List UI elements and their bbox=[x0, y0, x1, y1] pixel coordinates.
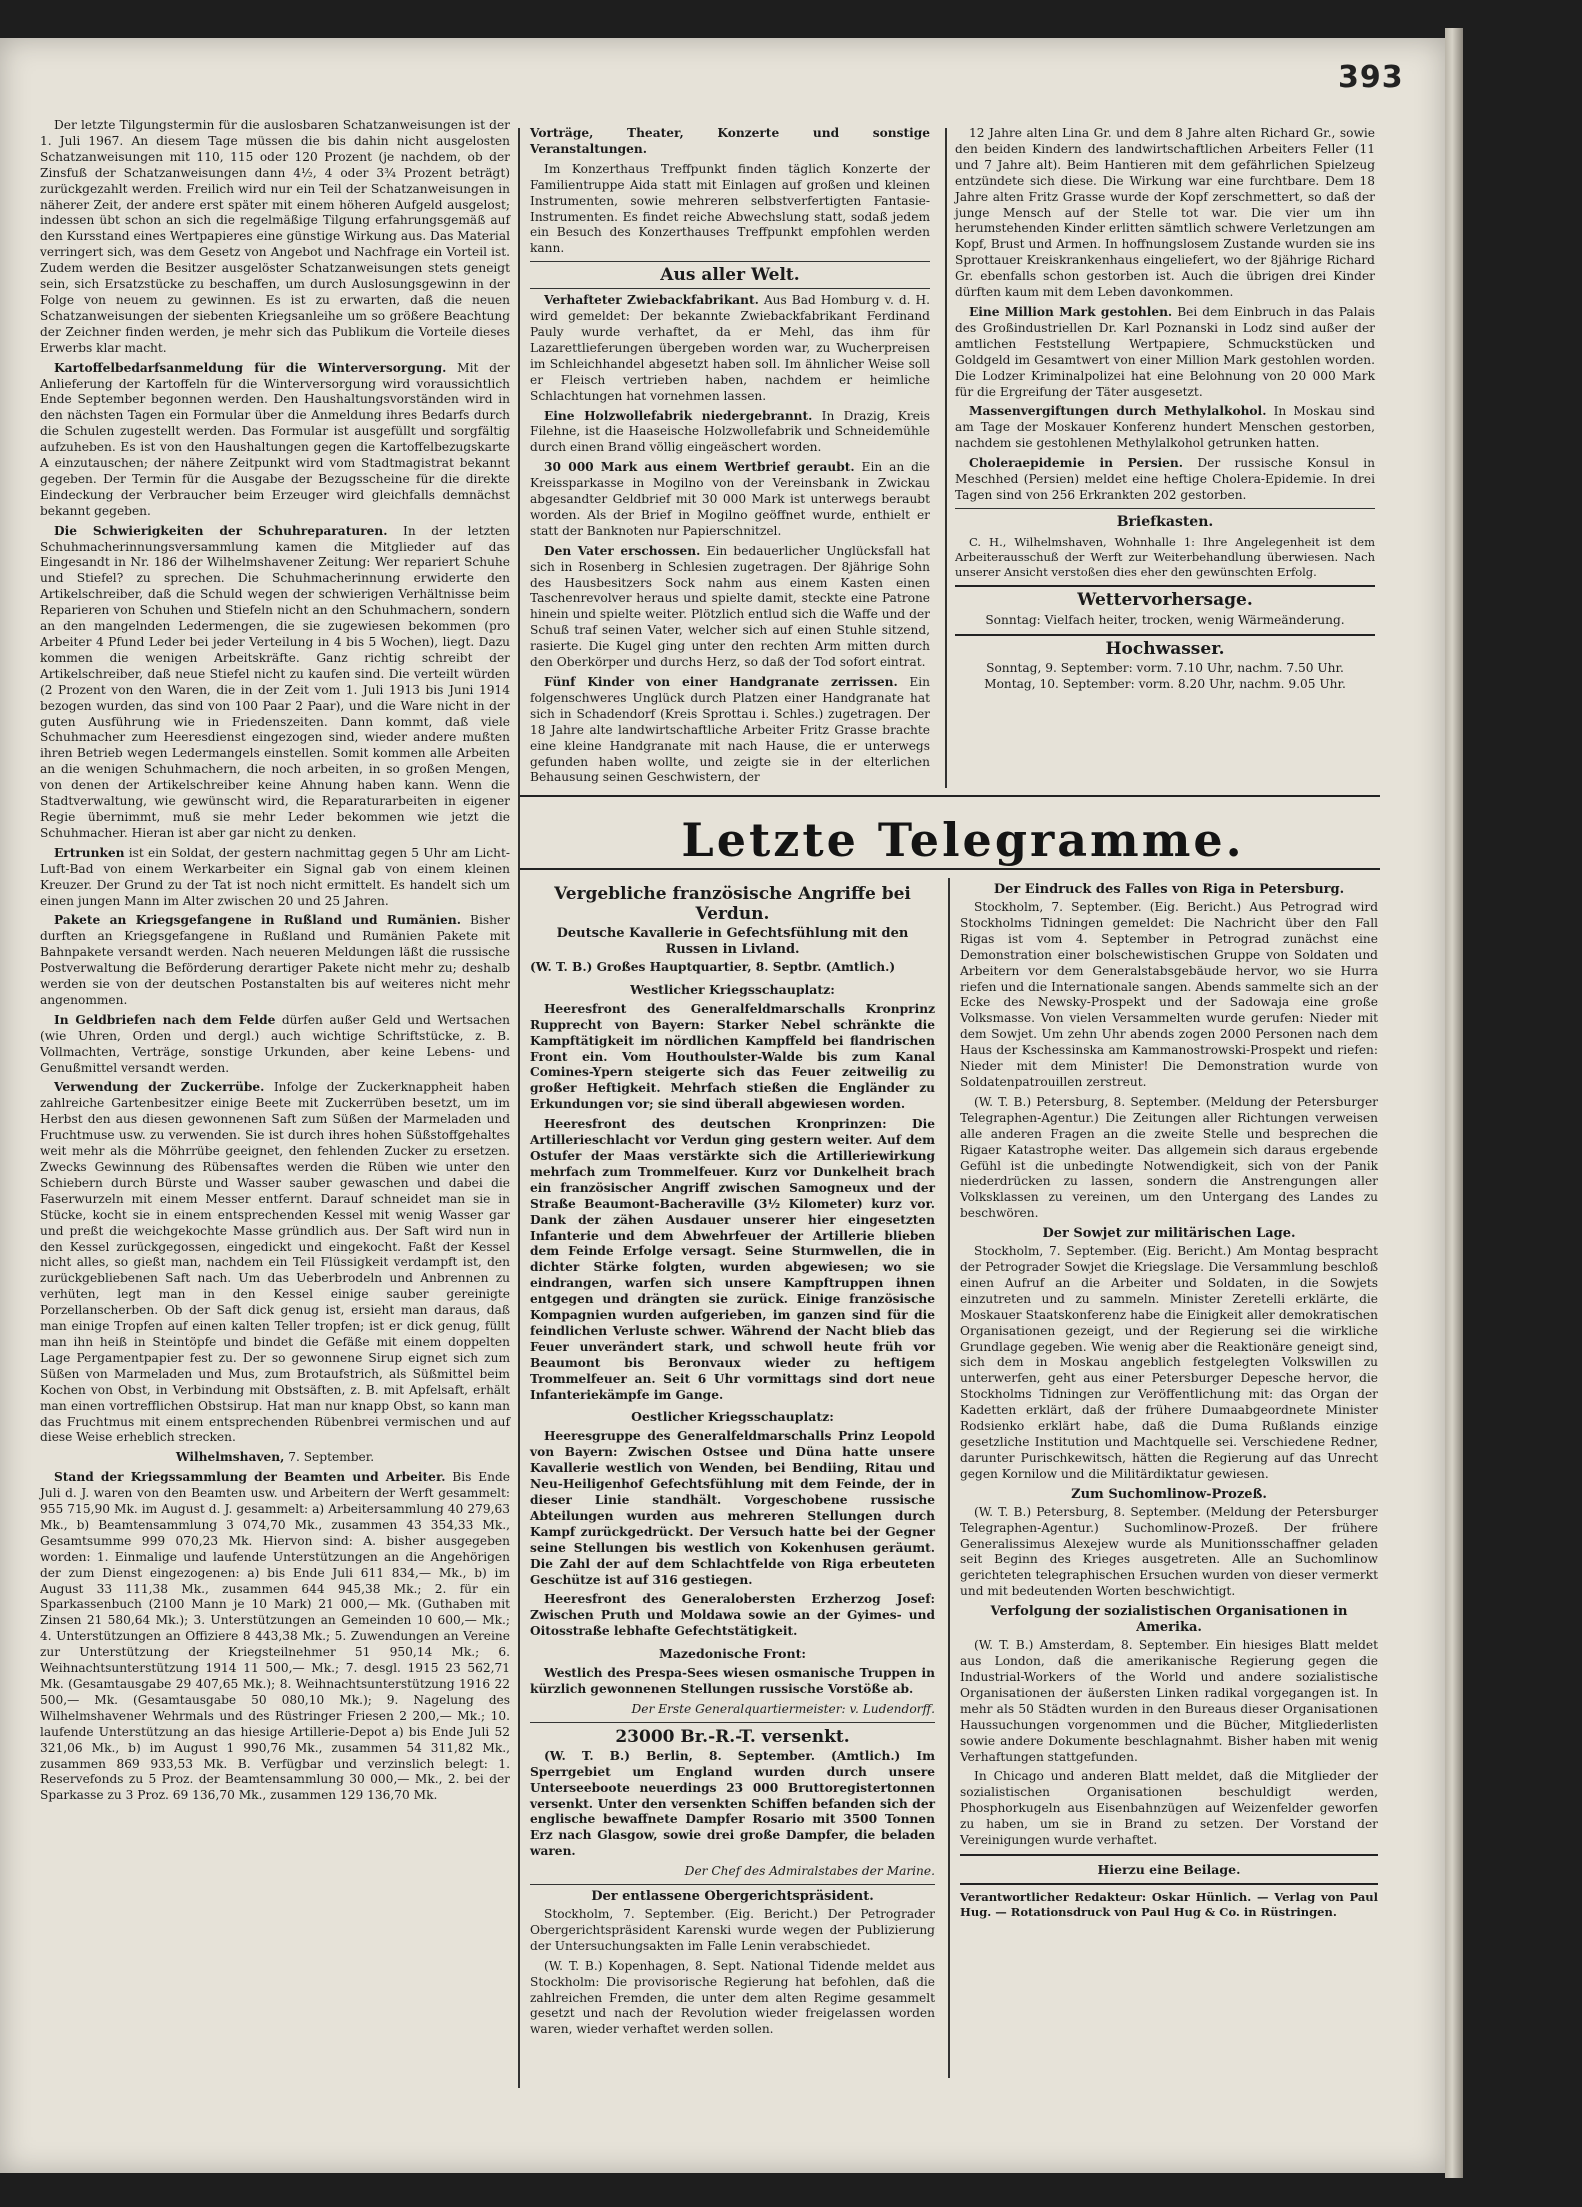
ubot-text: (W. T. B.) Berlin, 8. September. (Amtlich.) Im Sperrgebiet um England wurden durch unsere Unterseeboote neuerdings 23 000 Bruttoregistertonnen versenkt. Unter den versenkten Schiffen befanden sich der englische bewaffnete Dampfer Rosario mit 3500 Tonnen Erz nach Glasgow, sowie drei große Dampfer, die beladen waren. bbox=[530, 1748, 935, 1859]
local-article-heading: Wilhelmshaven, bbox=[175, 1450, 285, 1465]
ubot-headline: 23000 Br.-R.-T. versenkt. bbox=[615, 1726, 850, 1747]
obergericht-text: Stockholm, 7. September. (Eig. Bericht.) Der Petrograder Obergerichtspräsident Karenski wurde wegen der Publizierung der Untersuchungsakten im Falle Lenin verabschiedet. bbox=[530, 1907, 935, 1953]
riga-headline: Der Eindruck des Falles von Riga in Petersburg. bbox=[993, 882, 1345, 897]
west-heading: Westlicher Kriegsschauplatz: bbox=[630, 981, 835, 997]
world-article-heading: Den Vater erschossen. bbox=[544, 543, 701, 558]
sowjet-text: Stockholm, 7. September. (Eig. Bericht.) Am Montag bespracht der Petrograder Sowjet die Kriegslage. Die Versammlung beschloß einen Aufruf an die Arbeiter und Soldaten, in die Sowjets einzutreten und zu sammeln. Minister Zeretelli erklärte, die Moskauer Staatskonferenz habe die Einigkeit aller demokratischen Organisationen gezeigt, und der Regierung sei die wirkliche Grundlage gegeben. Wie wenig aber die Reaktionäre geneigt sind, sich dem in Moskau angeblich festgelegten Volkswillen zu unterwerfen, geht aus einer Petersburger Depesche hervor, die Stockholms Tidningen zur Veröffentlichung mit: das Organ der Kadetten erklärt, daß der frühere Dumaabgeordnete Minister Rodsienko erklärt habe, daß die Duma Rußlands einzige gesetzliche Institution und Machtquelle sei. Verschiedene Redner, darunter Purischkewitsch, hätten die Regierung auf das Unrecht gegen Kornilow und die Militärdiktatur gewiesen. bbox=[960, 1244, 1378, 1481]
misc-article-1 bbox=[955, 305, 1375, 400]
misc-article-heading: Eine Million Mark gestohlen. bbox=[969, 304, 1173, 319]
suchomlinow-text: (W. T. B.) Petersburg, 8. September. (Meldung der Petersburger Telegraphen-Agentur.) Suchomlinow-Prozeß. Der frühere Generalissimus Alexejew wurde als Munitionsschaffner geladen seit Beginn des Krieges ausgetreten. Alle an Suchomlinow gerichteten telegraphischen Ersuchen wurden von dieser vermerkt und mit bedeutenden Worten beschwichtigt. bbox=[960, 1504, 1378, 1599]
local-article-heading: Kartoffelbedarfsanmeldung für die Winterversorgung. bbox=[54, 360, 447, 375]
misc-items bbox=[955, 126, 1375, 504]
ost-para-2: Heeresfront des Generalobersten Erzherzog Josef: Zwischen Pruth und Moldawa sowie an der Gyimes- und Oitosstraße lebhafte Gefechtstätigkeit. bbox=[530, 1592, 935, 1639]
local-article-heading: Stand der Kriegssammlung der Beamten und Arbeiter. bbox=[54, 1470, 446, 1485]
wetter-heading: Wettervorhersage. bbox=[1077, 589, 1253, 610]
ost-heading: Oestlicher Kriegsschauplatz: bbox=[631, 1409, 834, 1425]
riga-para-2: (W. T. B.) Petersburg, 8. September. (Meldung der Petersburger Telegraphen-Agentur.) Die Zeitungen aller Richtungen verweisen alle anderen Fragen an die zweite Stelle und besprechen die Rigaer Katastrophe weiter. Das allgemein sich daraus ergebende Gefühl ist die unbedingte Notwendigkeit, sich von der Panik niederdrücken zu lassen, sondern die Anstrengungen aller Volksklassen zu vereinen, um den Untergang des Landes zu beschwören. bbox=[960, 1094, 1378, 1221]
local-article-heading: Ertrunken bbox=[54, 845, 125, 860]
hochwasser-heading: Hochwasser. bbox=[1105, 638, 1225, 659]
rule bbox=[955, 585, 1375, 587]
events-heading: Vorträge, Theater, Konzerte und sonstige Veranstaltungen. bbox=[530, 126, 930, 156]
local-article-3 bbox=[40, 846, 510, 910]
newspaper-page bbox=[0, 38, 1445, 2173]
local-article-1 bbox=[40, 361, 510, 520]
rule bbox=[530, 1722, 935, 1723]
world-article-3 bbox=[530, 544, 930, 671]
column-divider-2 bbox=[945, 128, 947, 788]
local-article-5 bbox=[40, 1013, 510, 1077]
hochwasser-line-1: Sonntag, 9. September: vorm. 7.10 Uhr, nachm. 7.50 Uhr. bbox=[986, 661, 1344, 676]
misc-article-0 bbox=[955, 126, 1375, 301]
amerika-para-2: In Chicago und anderen Blatt meldet, daß die Mitglieder der sozialistischen Organisationen beschuldigt werden, Phosphorkugeln aus Eisenbahnzügen auf Weizenfelder geworfen zu haben, um sie in Brand zu setzen. Der Vorstand der Vereinigungen wurde verhaftet. bbox=[960, 1769, 1378, 1848]
rule bbox=[530, 288, 930, 289]
world-article-heading: Verhafteter Zwiebackfabrikant. bbox=[544, 293, 759, 308]
world-article-0 bbox=[530, 293, 930, 404]
rule bbox=[960, 1854, 1378, 1856]
column-divider-1 bbox=[518, 128, 520, 2088]
rule bbox=[530, 261, 930, 262]
local-article-text: Der letzte Tilgungstermin für die auslosbaren Schatzanweisungen ist der 1. Juli 1967. An diesem Tage müssen die bis dahin nicht ausgelosten Schatzanweisungen mit 110, 115 oder 120 Prozent (je nachdem, ob der Zinsfuß der Schatzanweisungen dann 4½, 4 oder 3¾ Prozent beträgt) zurückgezahlt werden. Freilich wird nur ein Teil der Schatzanweisungen in näherer Zeit, der andere erst später mit einem höheren Aufgeld ausgelost; indessen übt schon an sich die regelmäßige Tilgung erfahrungsgemäß auf den Kursstand eines Wertpapieres eine günstige Wirkung aus. Das Material verringert sich, was dem Gesetz von Angebot und Nachfrage ein Vorteil ist. Zudem werden die Besitzer ausgelöster Schatzanweisungen stets geneigt sein, sich Ersatzstücke zu beschaffen, um durch Auslosungsgewinn in der Folge von neuem zu gewinnen. Es ist zu erwarten, daß die neuen Schatzanweisungen der siebenten Kriegsanleihe um so größere Beachtung der Zeichner finden werden, je mehr sich das Publikum die Vorteile dieses Erwerbs klar macht. bbox=[40, 118, 510, 355]
misc-article-heading: Choleraepidemie in Persien. bbox=[969, 456, 1184, 471]
misc-article-text: Bei dem Einbruch in das Palais des Großindustriellen Dr. Karl Poznanski in Lodz sind außer der amtlichen Feststellung Wertpapiere, Schmuckstücken und Goldgeld im Gesamtwert von einer Million Mark gestohlen worden. Die Lodzer Kriminalpolizei hat eine Belohnung von 20 000 Mark für die Ergreifung der Täter ausgesetzt. bbox=[955, 304, 1376, 399]
world-article-text: Ein folgenschweres Unglück durch Platzen einer Handgranate hat sich in Schadendorf (Kreis Sprottau i. Schles.) zugetragen. Der 18 Jahre alte landwirtschaftliche Arbeiter Fritz Grasse brachte eine kleine Handgranate mit nach Hause, die er unterwegs gefunden haben wollte, und zeigte sie in der elterlichen Behausung seinen Geschwistern, der bbox=[530, 675, 930, 785]
local-article-8 bbox=[40, 1470, 510, 1804]
local-article-2 bbox=[40, 524, 510, 842]
events-text: Im Konzerthaus Treffpunkt finden täglich Konzerte der Familientruppe Aida statt mit Einlagen auf großen und kleinen Instrumenten, sowie mehreren selbstverfertigten Fantasie-Instrumenten. Es findet reiche Abwechslung statt, sodaß jedem ein Besuch des Konzerthauses Treffpunkt empfohlen werden kann. bbox=[530, 161, 930, 256]
kavallerie-subheadline: Deutsche Kavallerie in Gefechtsfühlung mit den Russen in Livland. bbox=[556, 926, 909, 957]
riga-para-1: Stockholm, 7. September. (Eig. Bericht.) Aus Petrograd wird Stockholms Tidningen gemeldet: Die Nachricht über den Fall Rigas ist vom 4. September in Petrograd zunächst eine Demonstration einer bolschewistischen Gruppe von Soldaten und Arbeitern vor dem Generalstabsgebäude hervor, wo sie Hurra riefen und die Internationale sangen. Abends sammelte sich an der Ecke des Newsky-Prospekt und der Sadowaja eine große Volksmasse. Von vielen Versammelten wurde gerufen: Nieder mit dem Sowjet. Um zehn Uhr abends zogen 2000 Personen nach dem Haus der Kschessinska am Kammanostrowski-Prospekt und riefen: Nieder mit dem Minister! Die Demonstration wurde von Soldatenpatrouillen zerstreut. bbox=[960, 900, 1378, 1089]
rule bbox=[530, 1884, 935, 1885]
local-article-0 bbox=[40, 118, 510, 357]
rule bbox=[955, 508, 1375, 509]
aus-aller-welt-items bbox=[530, 293, 930, 786]
world-article-1 bbox=[530, 409, 930, 457]
misc-article-text: Der russische Konsul in Meschhed (Persien) meldet eine heftige Cholera-Epidemie. In drei Tagen sind von 256 Erkrankten 202 gestorben. bbox=[955, 456, 1375, 502]
wetter-text: Sonntag: Vielfach heiter, trocken, wenig Wärmeänderung. bbox=[985, 612, 1345, 627]
obergericht-headline: Der entlassene Obergerichtspräsident. bbox=[591, 1889, 874, 1905]
sowjet-headline: Der Sowjet zur militärischen Lage. bbox=[1042, 1226, 1296, 1242]
amerika-headline: Verfolgung der sozialistischen Organisationen in Amerika. bbox=[990, 1604, 1348, 1636]
rule bbox=[960, 1883, 1378, 1885]
amerika-para-1: (W. T. B.) Amsterdam, 8. September. Ein hiesiges Blatt meldet aus London, daß die amerikanische Regierung gegen die Industrial-Workers of the World und andere sozialistische Organisationen der äußersten Linken radikal vorgegangen ist. In mehr als 50 Städten wurden in den Bureaus dieser Organisationen Haussuchungen vorgenommen und die Bücher, Mitgliederlisten sowie andere Dokumente beschlagnahmt. Bisher haben mit wenig Verhaftungen stattgefunden. bbox=[960, 1638, 1378, 1764]
verdun-headline: Vergebliche französische Angriffe bei Verdun. bbox=[554, 884, 911, 924]
local-article-text: Bis Ende Juli d. J. waren von den Beamten usw. und Arbeitern der Werft gesammelt: 955 715,90 Mk. im August d. J. gesammelt: a) Arbeitersammlung 40 279,63 Mk., b) Beamtensammlung 3 074,70 Mk., zusammen 43 354,33 Mk., Gesamtsumme 999 070,23 Mk. Hiervon sind: A. bisher ausgegeben worden: 1. Einmalige und laufende Unterstützungen an die Angehörigen der zum Dienst eingezogenen: a) bis Ende Juli 611 834,— Mk., b) im August 33 111,38 Mk., zusammen 644 945,38 Mk.; 2. für ein Sparkassenbuch (2100 Mann je 10 Mark) 21 000,— Mk. (Guthaben mit Zinsen 21 580,64 Mk.); 3. Unterstützungen an Gemeinden 10 600,— Mk.; 4. Unterstützungen an Offiziere 8 443,38 Mk.; 5. Zuwendungen an Vereine zur Unterstützung der Kriegsteilnehmer 51 950,14 Mk.; 6. Weihnachtsunterstützung 1914 11 500,— Mk.; 7. desgl. 1915 23 562,71 Mk. (Gesamtausgabe 29 407,65 Mk.); 8. Weihnachtsunterstützung 1916 22 500,— Mk. (Gesamtausgabe 50 080,10 Mk.); 9. Nagelung des Wilhelmshavener Wehrmals und des Rüstringer Friesen 2 200,— Mk.; 10. laufende Unterstützung an das hiesige Artillerie-Depot a) bis Ende Juli 52 321,06 Mk., b) im August 1 990,76 Mk., zusammen 54 311,82 Mk., zusammen 869 933,53 Mk. B. Verfügbar und verzinslich belegt: 1. Reservefonds zu 5 Proz. der Beamtensammlung 30 000,— Mk., 2. bei der Sparkasse zu 3 Proz. 69 136,70 Mk., zusammen 129 136,70 Mk. bbox=[40, 1470, 510, 1803]
telegramme-top-rule bbox=[520, 795, 1380, 797]
hochwasser-line-2: Montag, 10. September: vorm. 8.20 Uhr, nachm. 9.05 Uhr. bbox=[984, 677, 1346, 692]
world-article-4 bbox=[530, 675, 930, 786]
ost-para-1: Heeresgruppe des Generalfeldmarschalls Prinz Leopold von Bayern: Zwischen Ostsee und Düna hatte unsere Kavallerie westlich von Wenden, bei Bendiing, Ritau und Neu-Heiligenhof Gefechtsfühlung mit dem Feinde, der in dieser Linie standhält. Vorgeschobene russische Abteilungen wurden aus mehreren Stellungen durch Kampf zurückgedrückt. Der Versuch hatte bei der Gegner seine Stellungen bis westlich von Kokenhusen geräumt. Die Zahl der auf dem Schlachtfelde von Riga erbeuteten Geschütze ist auf 316 gestiegen. bbox=[530, 1429, 935, 1587]
local-article-4 bbox=[40, 913, 510, 1008]
world-article-text: In Drazig, Kreis Filehne, ist die Haaseische Holzwollefabrik und Schneidemühle durch einen Brand völlig eingeäschert worden. bbox=[530, 408, 930, 455]
misc-article-2 bbox=[955, 404, 1375, 452]
briefkasten-text: C. H., Wilhelmshaven, Wohnhalle 1: Ihre Angelegenheit ist dem Arbeiterausschuß der Werft zur Weiterbehandlung überwiesen. Nach unserer Ansicht verstoßen dies eher den gewünschten Erfolg. bbox=[955, 534, 1375, 579]
mazedonien-heading: Mazedonische Front: bbox=[659, 1646, 806, 1662]
local-article-text: 7. September. bbox=[284, 1450, 375, 1465]
misc-article-text: In Moskau sind am Tage der Moskauer Konferenz hundert Menschen gestorben, nachdem sie gestohlenen Methylalkohol getrunken hatten. bbox=[955, 404, 1375, 451]
telegramme-bottom-rule bbox=[520, 868, 1380, 870]
world-article-text: Ein an die Kreissparkasse in Mogilno von der Vereinsbank in Zwickau abgesandter Geldbrief mit 30 000 Mark ist unterwegs beraubt worden. Als der Brief in Mogilno geöffnet wurde, enthielt er statt der Banknoten nur Papierschnitzel. bbox=[530, 460, 931, 538]
local-article-text: In der letzten Schuhmacherinnungsversammlung kamen die Mitglieder auf das Eingesandt in Nr. 186 der Wilhelmshavener Zeitung: Wer repariert Schuhe und Stiefel? zu sprechen. Die Schuhmacherinnung erwiderte den Artikelschreiber, daß die Schuld wegen der schwierigen Verhältnisse beim Reparieren von Schuhen und Stiefeln nicht an den Schuhmachern, sondern an den mangelnden Ledermengen, die sie zugewiesen bekommen (pro Arbeiter 4 Pfund Leder bei jeder Verteilung in 4 bis 5 Wochen), liegt. Dazu kommen die wenigen Arbeitskräfte. Ganz richtig schreibt der Artikelschreiber, daß neue Stiefel nicht zu kaufen sind. Die verteilt würden (2 Prozent von den Waren, die in der Zeit vom 1. Juli 1913 bis Juni 1914 bezogen wurden, das sind von 100 Paar 2 Paar), und die Ware nicht in der guten Ausführung wie in Friedenszeiten. Dann kommt, daß viele Schuhmacher zum Heeresdienst eingezogen sind, wieder andere mußten ihren Betrieb wegen Ledermangels einstellen. Somit kommen alle Arbeiten an die wenigen Schuhmachern, die noch arbeiten, in so großen Mengen, von denen der Artikelschreiber keine Ahnung haben kann. Wenn die Stadtverwaltung, wie gewünscht wird, die Reparaturarbeiten in eigener Regie übernimmt, muß sie mehr Leder bekommen wie jetzt die Schuhmacher. Hieran ist aber gar nicht zu denken. bbox=[40, 523, 510, 840]
world-article-heading: Fünf Kinder von einer Handgranate zerrissen. bbox=[544, 675, 898, 689]
column-misc bbox=[955, 126, 1375, 697]
world-article-text: Aus Bad Homburg v. d. H. wird gemeldet: Der bekannte Zwiebackfabrikant Ferdinand Pauly wurde verhaftet, da er Mehl, das ihm für Lazarettlieferungen übergeben worden war, zu Wucherpreisen im Schleichhandel abgesetzt haben soll. Im ähnlicher Weise soll er Fleisch vertrieben haben, nachdem er heimliche Schlachtungen hat vornehmen lassen. bbox=[530, 293, 931, 403]
suchomlinow-headline: Zum Suchomlinow-Prozeß. bbox=[1071, 1486, 1267, 1502]
mazedonien-text: Westlich des Prespa-Sees wiesen osmanische Truppen in kürzlich gewonnenen Stellungen russische Vorstöße ab. bbox=[530, 1666, 935, 1696]
world-article-heading: 30 000 Mark aus einem Wertbrief geraubt. bbox=[544, 460, 855, 475]
local-article-heading: In Geldbriefen nach dem Felde bbox=[54, 1012, 276, 1027]
section-aus-aller-welt: Aus aller Welt. bbox=[660, 265, 800, 286]
local-article-heading: Die Schwierigkeiten der Schuhreparaturen. bbox=[54, 523, 388, 538]
world-article-heading: Eine Holzwollefabrik niedergebrannt. bbox=[544, 408, 813, 423]
local-article-heading: Pakete an Kriegsgefangene in Rußland und Rumänien. bbox=[54, 913, 462, 928]
local-article-text: Mit der Anlieferung der Kartoffeln für die Winterversorgung wird voraussichtlich Ende September begonnen werden. Den Haushaltungsvorständen wird in den nächsten Tagen ein Formular über die Anmeldung ihres Bedarfs durch die Schulen zugestellt werden. Das Formular ist ausgefüllt und sorgfältig aufzuheben. Es ist von den Haushaltungen gegen die Kartoffelbezugskarte A einzutauschen; der nähere Zeitpunkt wird vom Stadtmagistrat bekannt gegeben. Der Termin für die Ausgabe der Bezugsscheine für die direkte Eindeckung der Verbraucher beim Erzeuger wird gleichfalls demnächst bekannt gegeben. bbox=[40, 360, 510, 518]
world-article-2 bbox=[530, 460, 930, 540]
page-number: 393 bbox=[1338, 60, 1404, 95]
ludendorff-signature: Der Erste Generalquartiermeister: v. Ludendorff. bbox=[631, 1701, 935, 1716]
misc-article-text: 12 Jahre alten Lina Gr. und dem 8 Jahre alten Richard Gr., sowie den beiden Kindern des landwirtschaftlichen Arbeiters Feller (11 und 7 Jahre alt). Beim Hantieren mit dem gefährlichen Spielzeug entzündete sich diese. Die Wirkung war eine furchtbare. Dem 18 Jahre alten Fritz Grasse wurde der Kopf zerschmettert, so daß der junge Mensch auf der Stelle tot war. Die vier um ihn herumstehenden Kinder erlitten sämtlich schwere Verletzungen am Kopf, Brust und Armen. In hoffnungslosem Zustande wurden sie ins Sprottauer Kreiskrankenhaus eingeliefert, wo der 8jährige Richard Gr. ebenfalls schon gestorben ist. Auch die übrigen drei Kinder dürften kaum mit dem Leben davonkommen. bbox=[955, 126, 1375, 300]
column-local-news bbox=[40, 118, 510, 1808]
dateline: (W. T. B.) Großes Hauptquartier, 8. Septbr. (Amtlich.) bbox=[530, 960, 896, 974]
local-article-text: Bisher durften an Kriegsgefangene in Rußland und Rumänien Pakete mit Bahnpakete versandt werden. Nach neueren Meldungen läßt die russische Postverwaltung die Beförderung derartiger Pakete nicht mehr zu; deshalb werden sie von der deutschen Postanstalten bis auf weiteres nicht mehr angenommen. bbox=[40, 913, 510, 1007]
column-divider-3 bbox=[948, 878, 950, 2078]
misc-article-heading: Massenvergiftungen durch Methylalkohol. bbox=[969, 404, 1267, 419]
page-edge bbox=[1445, 28, 1463, 2178]
column-aus-aller-welt bbox=[530, 126, 930, 790]
west-para-2: Heeresfront des deutschen Kronprinzen: Die Artillerieschlacht vor Verdun ging gestern weiter. Auf dem Ostufer der Maas verstärkte sich die Artilleriewirkung mehrfach zum Trommelfeuer. Kurz vor Dunkelheit brach ein französischer Angriff zwischen Samogneux und der Straße Beaumont-Bacheraville (3½ Kilometer) kurz vor. Dank der zähen Ausdauer unserer hier eingesetzten Infanterie und dem Abwehrfeuer der Artillerie blieben dem Feinde Erfolge versagt. Seine Sturmwellen, die in dichter Stärke folgten, wurden abgewiesen; wo sie eindrangen, warfen sich unsere Kampftruppen ihnen entgegen und drängten sie zurück. Einige französische Kompagnien wurden aufgerieben, im ganzen sind für die feindlichen Verluste schwer. Während der Nacht blieb das Feuer unverändert stark, und schwoll heute früh vor Beaumont bis Beronvaux wieder zu heftigem Trommelfeuer an. Seit 6 Uhr vormittags sind dort neue Infanteriekämpfe im Gange. bbox=[530, 1117, 935, 1402]
admiralstab-signature: Der Chef des Admiralstabes der Marine. bbox=[684, 1864, 935, 1879]
briefkasten-heading: Briefkasten. bbox=[1116, 513, 1214, 530]
misc-article-3 bbox=[955, 456, 1375, 504]
telegramme-title: Letzte Telegramme. bbox=[681, 813, 1245, 867]
world-article-text: Ein bedauerlicher Unglücksfall hat sich in Rosenberg in Schlesien zugetragen. Der 8jährige Sohn des Hausbesitzers Sock nahm aus einem Kasten einen Taschenrevolver heraus und spielte damit, steckte eine Patrone hinein und spielte weiter. Plötzlich entlud sich die Waffe und der Schuß traf seinen Vater, welcher sich auf einen Stuhle sitzend, rasierte. Die Kugel ging unter den rechten Arm mitten durch den Oberkörper und durchs Herz, so daß der Tod sofort eintrat. bbox=[530, 543, 930, 670]
impressum: Verantwortlicher Redakteur: Oskar Hünlich. — Verlag von Paul Hug. — Rotationsdruck von Paul Hug & Co. in Rüstringen. bbox=[960, 1889, 1378, 1919]
column-telegramme-front bbox=[530, 880, 935, 2042]
local-article-text: dürfen außer Geld und Wertsachen (wie Uhren, Orden und dergl.) auch wichtige Schriftstücke, z. B. Vollmachten, Verträge, sonstige Urkunden, aber keine Lebens- und Genußmittel versandt werden. bbox=[40, 1012, 510, 1075]
local-article-text: Infolge der Zuckerknappheit haben zahlreiche Gartenbesitzer einige Beete mit Zuckerrüben besetzt, um im Herbst den aus diesen gewonnenen Saft zum Süßen der Marmeladen und Fruchtmuse usw. zu verwenden. Sie ist durch ihres hohen Süßstoffgehaltes weit mehr als die Möhrrübe geeignet, den fehlenden Zucker zu ersetzen. Zwecks Gewinnung des Rübensaftes werden die Rüben wie unter den Schiebern durch Bürste und Wasser sauber gewaschen und dabei die Faserwurzeln mit einem Messer entfernt. Darauf schneidet man sie in Stücke, kocht sie in einem entsprechenden Kessel mit wenig Wasser gar und preßt die weichgekochte Masse gründlich aus. Der Saft wird nun in den Kessel zurückgegossen, eingedickt und eingekocht. Faßt der Kessel nicht alles, so gießt man, nachdem ein Teil Flüssigkeit verdampft ist, den zurückgebliebenen Saft nach. Um das Ueberbrodeln und Anbrennen zu verhüten, legt man in den Kessel einige sauber gereinigte Porzellanscherben. Ob der Saft dick genug ist, ersieht man daraus, daß man einige Tropfen auf einen kalten Teller tropfen; ist er dick genug, füllt man ihn heiß in Steintöpfe und bindet die Gefäße mit einem doppelten Lage Pergamentpapier fest zu. Der so gewonnene Sirup eignet sich zum Süßen von Marmeladen und Mus, zum Brotaufstrich, als Süßmittel beim Kochen von Obst, in Verbindung mit Obstsäften, z. B. mit Apfelsaft, erhält man einen vortrefflichen Obstsirup. Hat man nur knapp Obst, so kann man das Fruchtmus mit einem entsprechenden Rübenbrei vermischen und auf diese Weise erheblich strecken. bbox=[40, 1080, 510, 1445]
local-article-heading: Verwendung der Zuckerrübe. bbox=[54, 1080, 265, 1095]
local-article-7 bbox=[40, 1450, 510, 1466]
local-article-text: ist ein Soldat, der gestern nachmittag gegen 5 Uhr am Licht-Luft-Bad von einem Werkarbeiter ein Signal gab von einem kleinen Kreuzer. Der Grund zu der Tat ist noch nicht ermittelt. Es handelt sich um einen jungen Mann im Alter zwischen 20 und 25 Jahren. bbox=[40, 845, 510, 908]
beilage-note: Hierzu eine Beilage. bbox=[1097, 1861, 1241, 1877]
rule bbox=[955, 634, 1375, 636]
west-para-1: Heeresfront des Generalfeldmarschalls Kronprinz Rupprecht von Bayern: Starker Nebel schränkte die Kampftätigkeit im nördlichen Kampffeld bei flandrischen Front ein. Vom Houthoulster-Walde bis zum Kanal Comines-Ypern steigerte sich das Feuer zeitweilig zu großer Heftigkeit. Mehrfach stießen die Engländer zu Erkundungen vor; sie sind überall abgewiesen worden. bbox=[530, 1001, 935, 1112]
kopenhagen-text: (W. T. B.) Kopenhagen, 8. Sept. National Tidende meldet aus Stockholm: Die provisorische Regierung hat befohlen, daß die zahlreichen Fremden, die unter dem alten Regime gesammelt gesetzt und nach der Revolution wieder freigelassen worden waren, wieder verhaftet werden sollen. bbox=[530, 1958, 935, 2037]
local-article-6 bbox=[40, 1080, 510, 1446]
column-telegramme-russia bbox=[960, 880, 1378, 1924]
